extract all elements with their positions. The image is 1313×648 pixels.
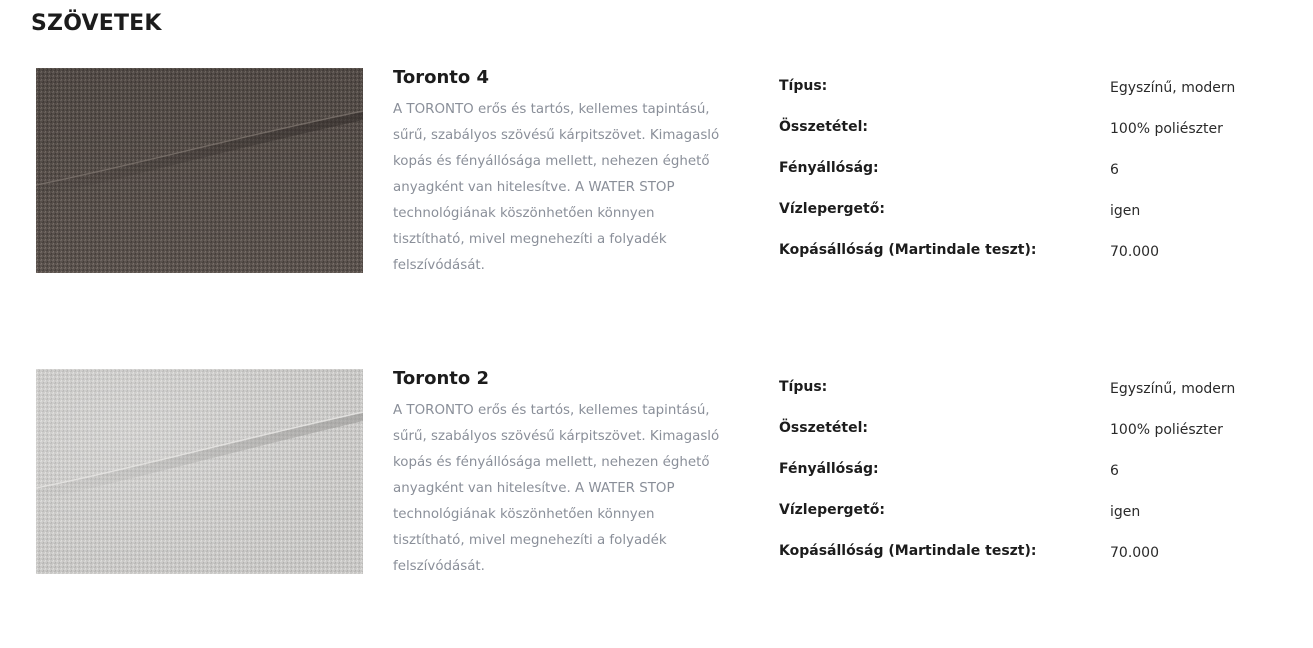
spec-value-type: Egyszínű, modern [1110, 381, 1236, 397]
fabric-card [0, 58, 1313, 288]
spec-value-lightfastness: 6 [1110, 463, 1119, 479]
fabric-swatch-image [36, 369, 363, 574]
spec-label-abrasion: Kopásállóság (Martindale teszt): [779, 242, 1037, 258]
spec-value-lightfastness: 6 [1110, 162, 1119, 178]
fabric-name: Toronto 4 [393, 67, 490, 88]
spec-label-type: Típus: [779, 379, 828, 395]
fabric-swatch-image [36, 68, 363, 273]
spec-value-composition: 100% poliészter [1110, 422, 1223, 438]
spec-value-abrasion: 70.000 [1110, 545, 1159, 561]
spec-label-water-repellent: Vízlepergető: [779, 201, 885, 217]
spec-value-water-repellent: igen [1110, 203, 1141, 219]
spec-value-water-repellent: igen [1110, 504, 1141, 520]
spec-value-abrasion: 70.000 [1110, 244, 1159, 260]
spec-label-abrasion: Kopásállóság (Martindale teszt): [779, 543, 1037, 559]
spec-label-lightfastness: Fényállóság: [779, 160, 879, 176]
spec-label-type: Típus: [779, 78, 828, 94]
spec-label-water-repellent: Vízlepergető: [779, 502, 885, 518]
fabric-card [0, 359, 1313, 589]
fabric-name: Toronto 2 [393, 368, 490, 389]
spec-value-composition: 100% poliészter [1110, 121, 1223, 137]
spec-value-type: Egyszínű, modern [1110, 80, 1236, 96]
spec-label-composition: Összetétel: [779, 420, 868, 436]
fabric-description: A TORONTO erős és tartós, kellemes tapintású, sűrű, szabályos szövésű kárpitszövet. Kimagasló kopás és fényállósága mellett, nehezen éghető anyagként van hitelesítve. A WATER STOP technológiának köszönhetően könnyen tisztítható, mivel megnehezíti a folyadék felszívódását. [393, 403, 720, 574]
fabric-description: A TORONTO erős és tartós, kellemes tapintású, sűrű, szabályos szövésű kárpitszövet. Kimagasló kopás és fényállósága mellett, nehezen éghető anyagként van hitelesítve. A WATER STOP technológiának köszönhetően könnyen tisztítható, mivel megnehezíti a folyadék felszívódását. [393, 102, 720, 273]
section-title: SZÖVETEK [31, 11, 162, 36]
spec-label-lightfastness: Fényállóság: [779, 461, 879, 477]
spec-label-composition: Összetétel: [779, 119, 868, 135]
